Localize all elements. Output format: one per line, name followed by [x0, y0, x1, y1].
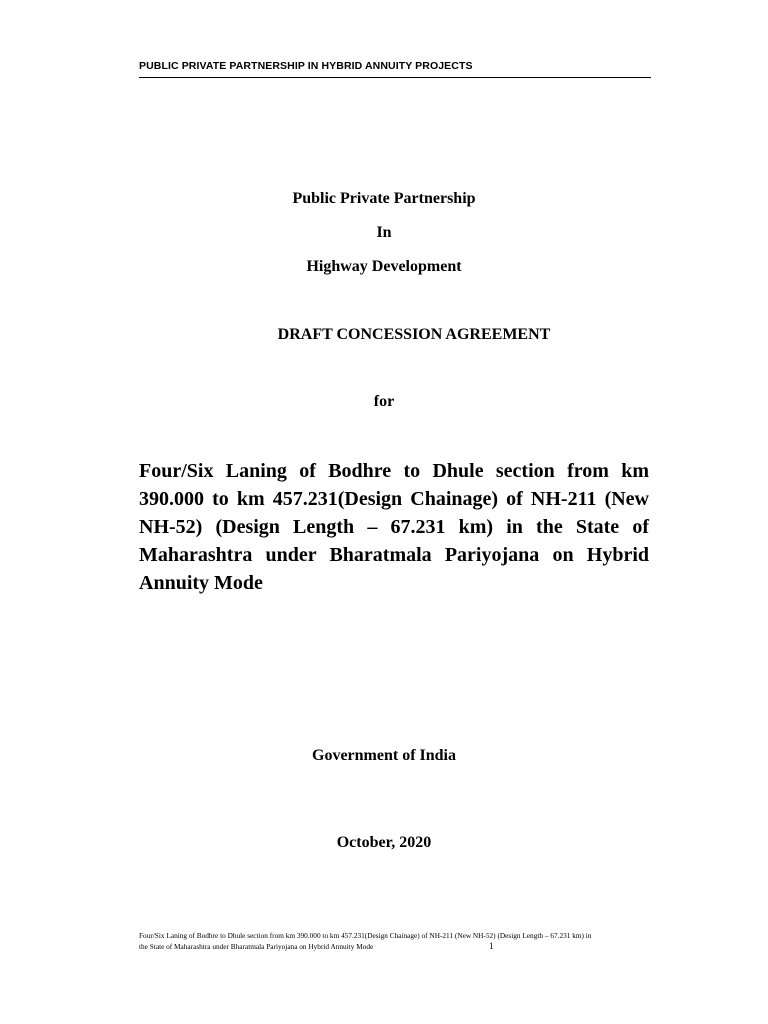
footer-line-2: the State of Maharashtra under Bharatmala Pariyojana on Hybrid Annuity Mode — [139, 942, 374, 951]
project-title: Four/Six Laning of Bodhre to Dhule section from km 390.000 to km 457.231(Design Chainage) of NH-211 (New NH-52) (Design Length – 67.231 km) in the State of Maharashtra under Bharatmala Pariyojana on Hybrid Annuity Mode — [139, 460, 649, 594]
footer-line-1: Four/Six Laning of Bodhre to Dhule section from km 390.000 to km 457.231(Design Chainage) of NH-211 (New NH-52) (Design Length – 67.231 km) in — [139, 931, 592, 940]
running-footer — [139, 930, 659, 952]
page-number: 1 — [489, 941, 494, 951]
running-header: PUBLIC PRIVATE PARTNERSHIP IN HYBRID ANNUITY PROJECTS — [139, 60, 473, 72]
cover-line-highway: Highway Development — [306, 258, 462, 275]
document-date: October, 2020 — [336, 834, 432, 851]
authority-name: Government of India — [312, 747, 456, 764]
header-divider — [139, 77, 651, 78]
document-type-heading: DRAFT CONCESSION AGREEMENT — [277, 326, 551, 343]
cover-line-partnership: Public Private Partnership — [292, 190, 476, 207]
cover-line-in: In — [376, 224, 392, 241]
cover-line-for: for — [373, 393, 395, 410]
